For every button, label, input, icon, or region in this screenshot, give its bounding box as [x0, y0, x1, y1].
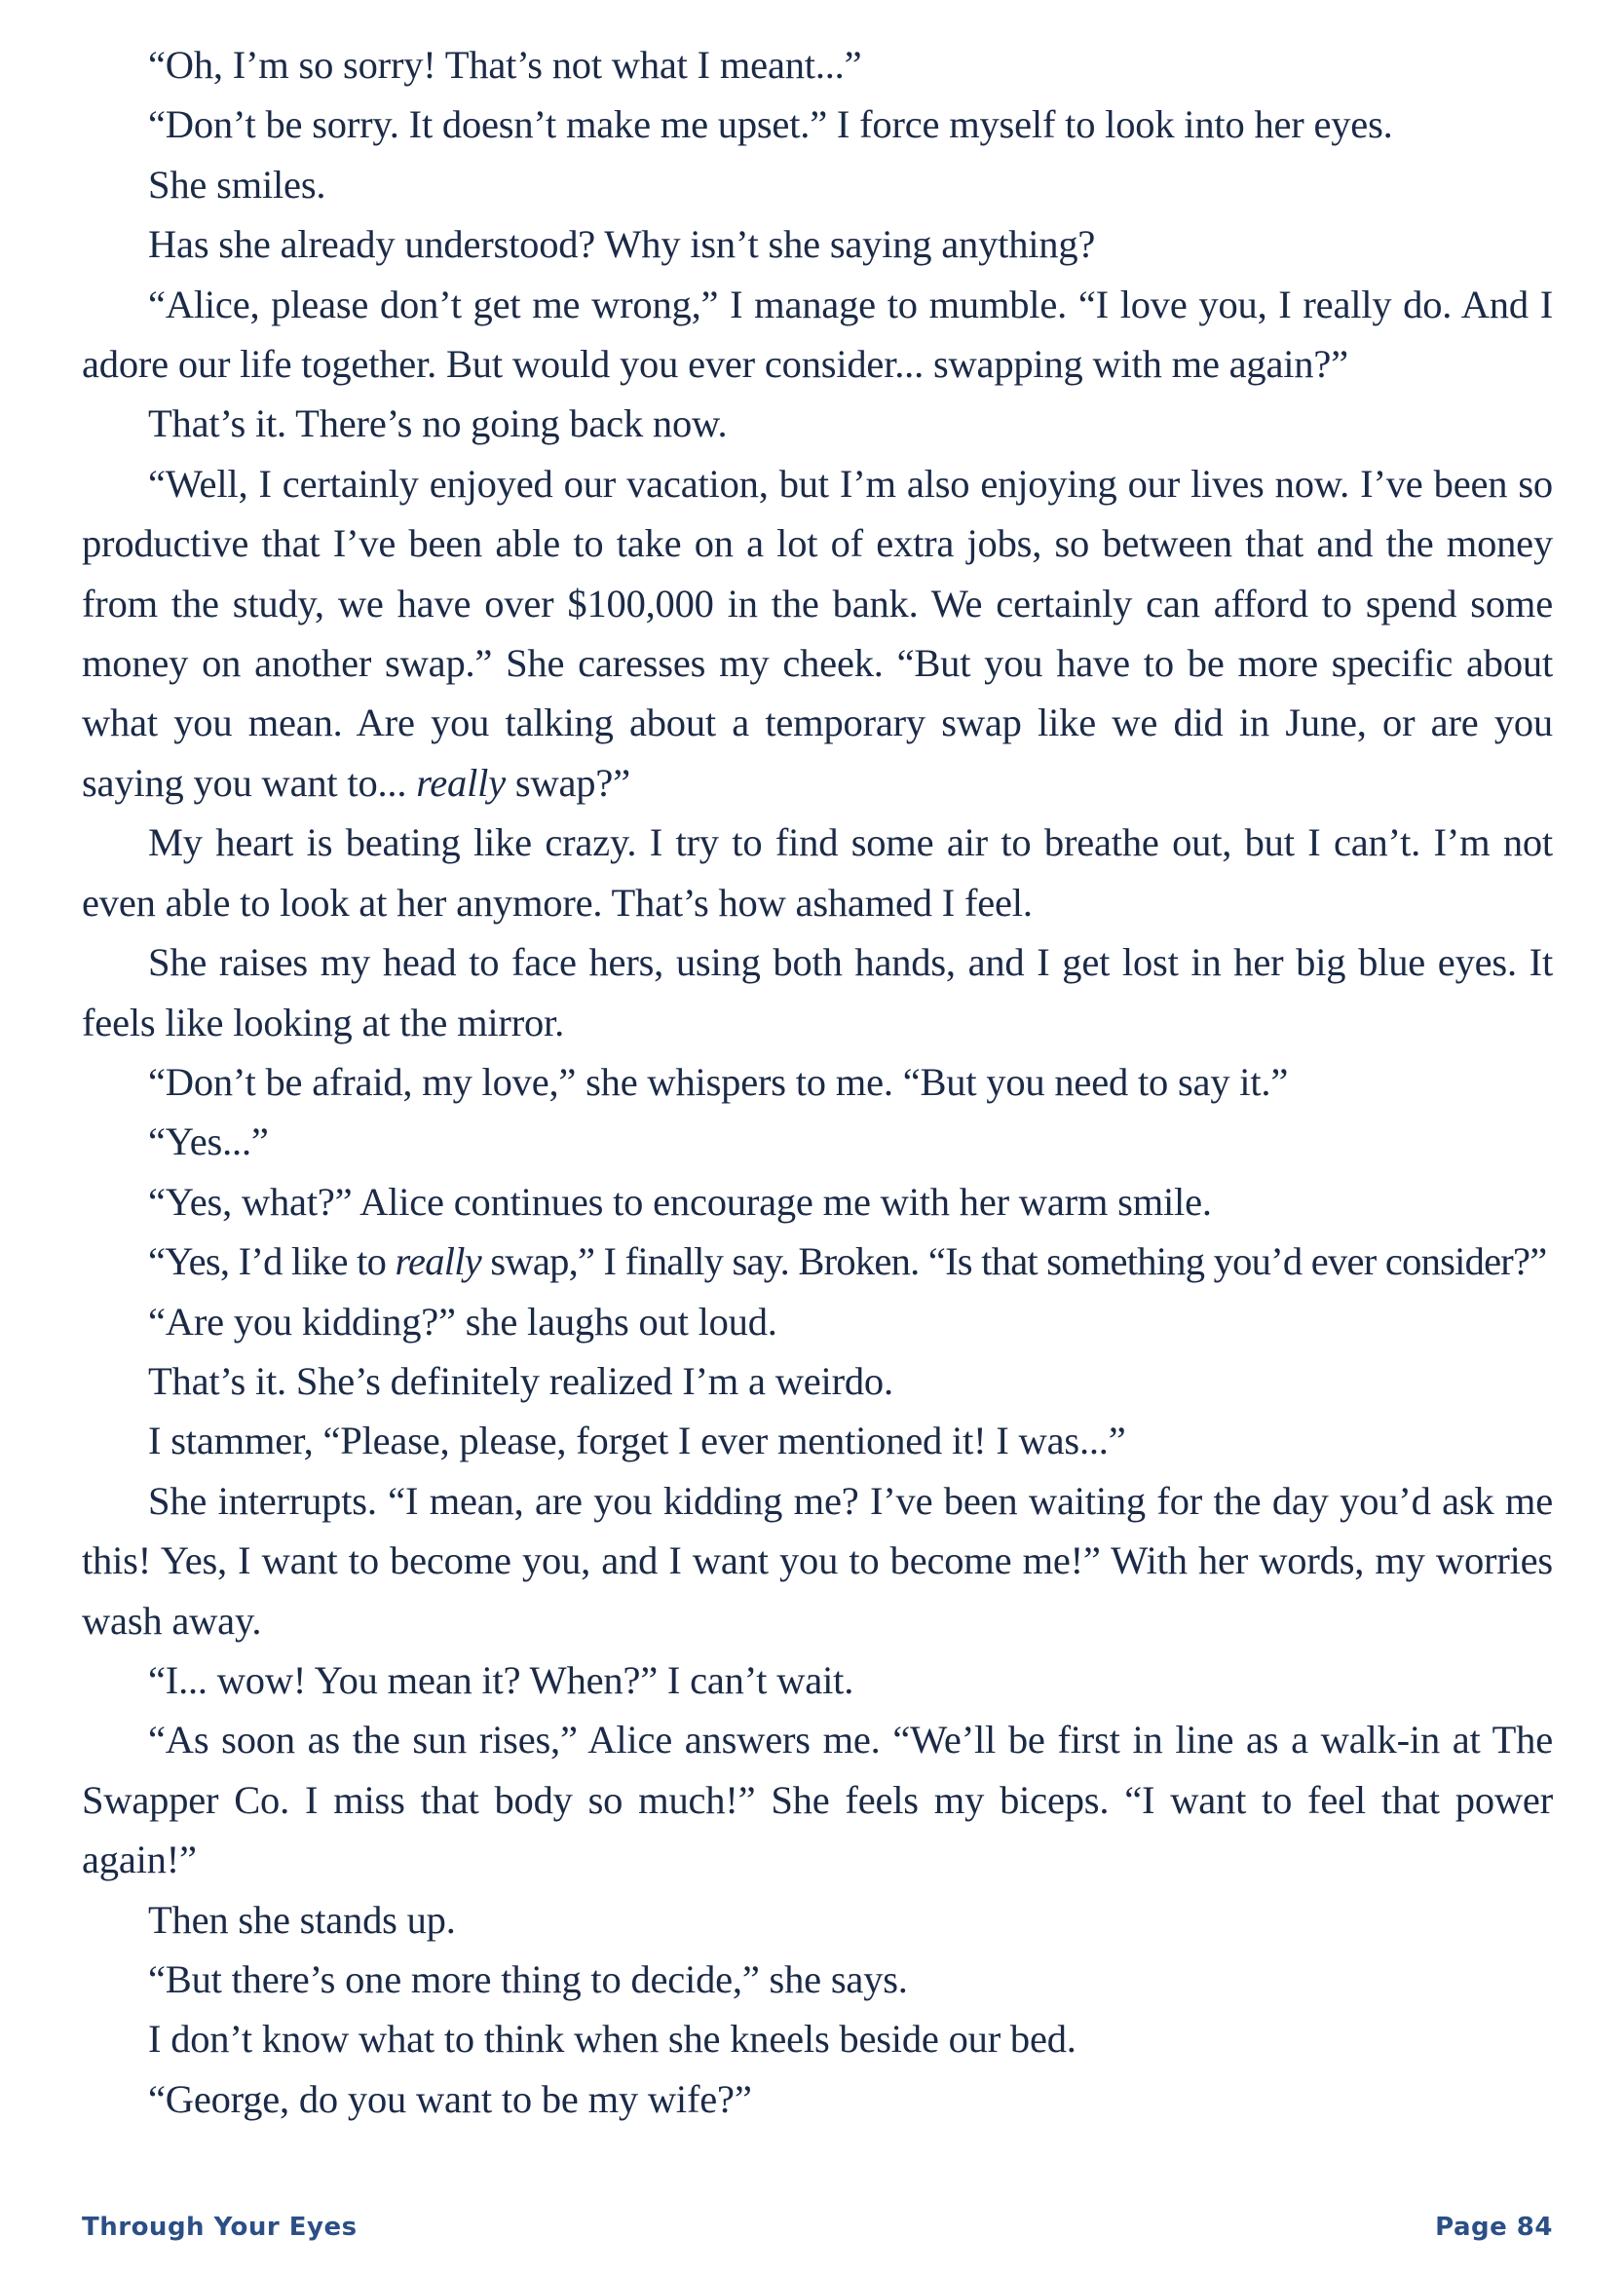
paragraph: My heart is beating like crazy. I try to find some air to breathe out, but I can’t. I’m not even able to look at her anymore. That’s how ashamed I feel. [82, 820, 1553, 925]
paragraph: “Yes...” [148, 1119, 269, 1164]
book-title: Through Your Eyes [82, 2213, 358, 2242]
page-footer [82, 2210, 1553, 2245]
paragraph: Has she already understood? Why isn’t she saying anything? [148, 222, 1096, 267]
page-number: Page 84 [1435, 2213, 1553, 2242]
paragraph: I don’t know what to think when she kneels beside our bed. [148, 2017, 1076, 2062]
paragraph: That’s it. There’s no going back now. [148, 401, 728, 446]
paragraph: Then she stands up. [148, 1897, 456, 1942]
paragraph: I stammer, “Please, please, forget I ever mentioned it! I was...” [148, 1419, 1126, 1463]
paragraph: “Don’t be afraid, my love,” she whispers to me. “But you need to say it.” [148, 1059, 1289, 1104]
paragraph: “Are you kidding?” she laughs out loud. [148, 1299, 777, 1344]
paragraph: “Well, I certainly enjoyed our vacation, but I’m also enjoying our lives now. I’ve been so productive that I’ve been able to take on a lot of extra jobs, so between that and the money from the study, we have over $100,000 in the bank. We certainly can afford to spend some money on another swap.” She caresses my cheek. “But you have to be more specific about what you mean. Are you talking about a temporary swap like we did in June, or are you saying you want to... really swap?” [82, 461, 1553, 805]
paragraph: “George, do you want to be my wife?” [148, 2076, 752, 2121]
paragraph: That’s it. She’s definitely realized I’m a weirdo. [148, 1358, 893, 1403]
emphasis-really: really [416, 760, 506, 805]
paragraph: “I... wow! You mean it? When?” I can’t wait. [148, 1657, 854, 1702]
paragraph: “Alice, please don’t get me wrong,” I manage to mumble. “I love you, I really do. And I adore our life together. But would you ever consider... swapping with me again?” [82, 282, 1553, 387]
paragraph: She smiles. [148, 162, 326, 207]
paragraph: “As soon as the sun rises,” Alice answers me. “We’ll be first in line as a walk-in at The Swapper Co. I miss that body so much!” She feels my biceps. “I want to feel that power again!” [82, 1718, 1553, 1882]
body-text [82, 35, 1553, 2129]
paragraph: She raises my head to face hers, using both hands, and I get lost in her big blue eyes. It feels like looking at the mirror. [82, 940, 1553, 1044]
paragraph: “Oh, I’m so sorry! That’s not what I meant...” [148, 43, 862, 87]
emphasis-really: really [395, 1239, 481, 1284]
paragraph: “But there’s one more thing to decide,” she says. [148, 1957, 908, 2001]
paragraph: “Yes, what?” Alice continues to encourage me with her warm smile. [148, 1179, 1212, 1224]
paragraph: “Don’t be sorry. It doesn’t make me upset.” I force myself to look into her eyes. [148, 102, 1393, 147]
paragraph: “Yes, I’d like to really swap,” I finally say. Broken. “Is that something you’d ever consider?” [148, 1239, 1547, 1284]
paragraph: She interrupts. “I mean, are you kidding me? I’ve been waiting for the day you’d ask me this! Yes, I want to become you, and I want you to become me!” With her words, my worries wash away. [82, 1478, 1553, 1643]
